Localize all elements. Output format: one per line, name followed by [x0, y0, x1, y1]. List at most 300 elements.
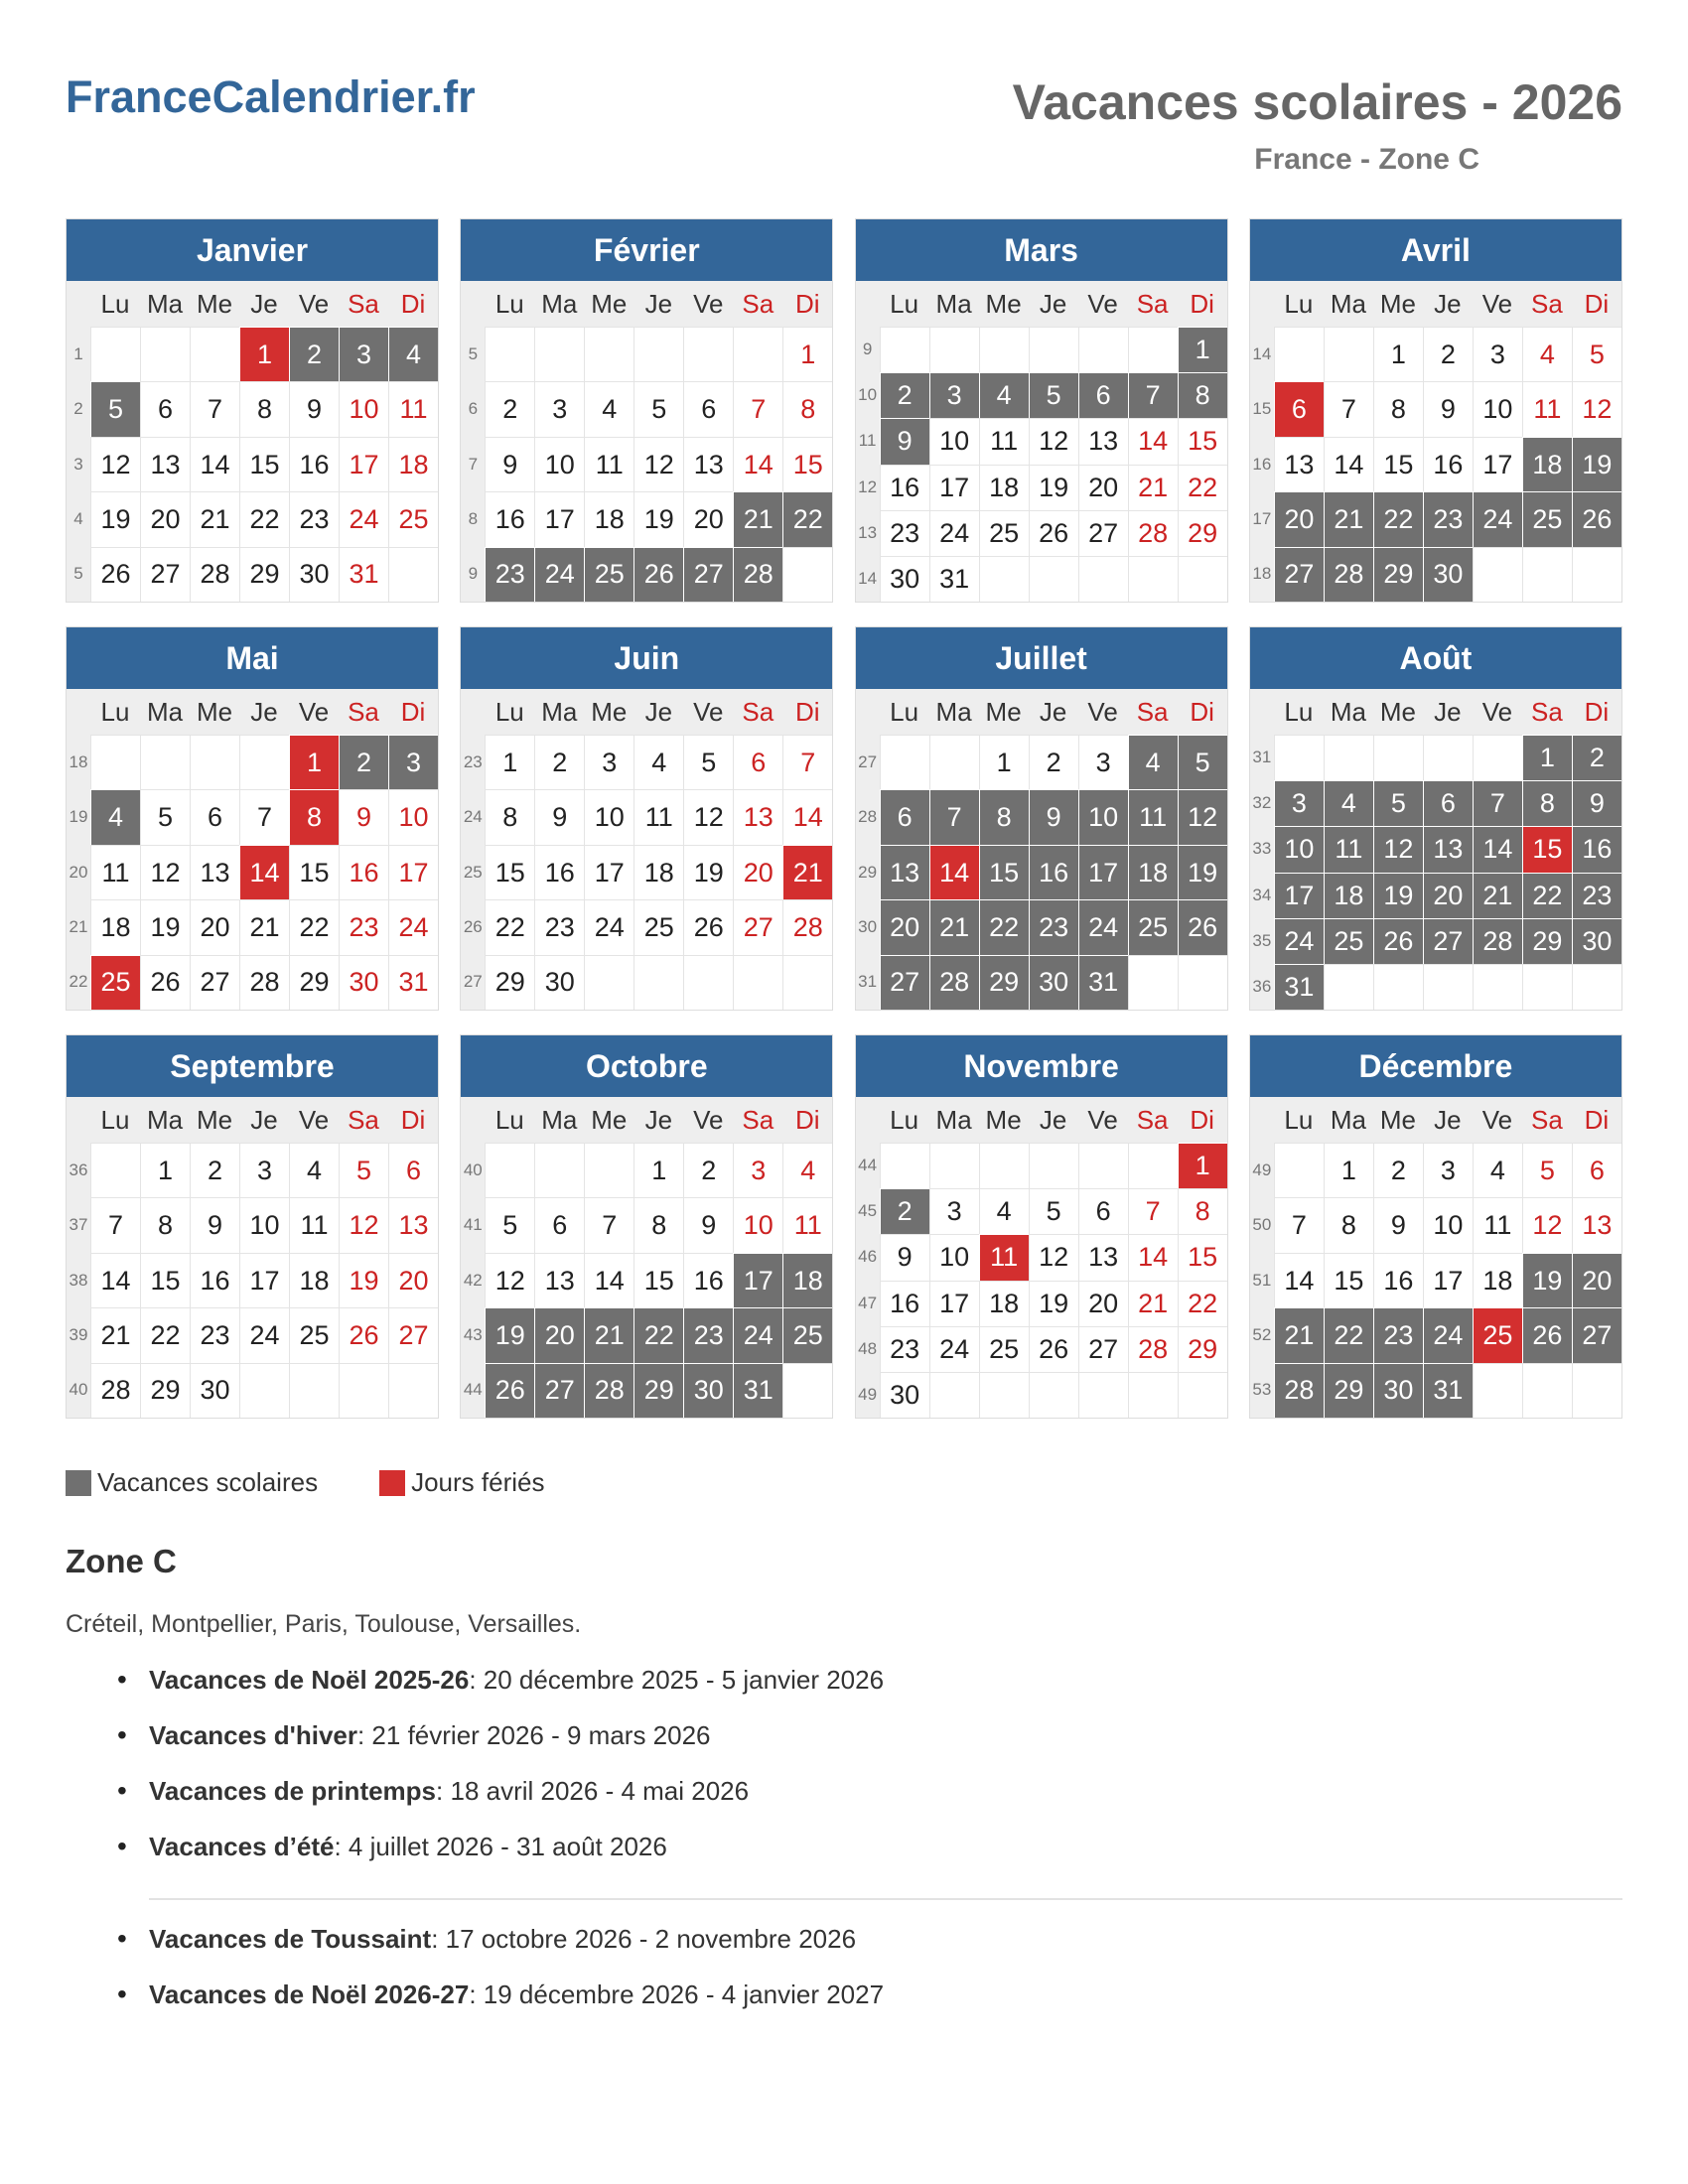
calendar-day[interactable]: 26	[90, 547, 140, 602]
calendar-day[interactable]: 21	[1274, 1307, 1324, 1362]
calendar-day[interactable]: 20	[1274, 491, 1324, 546]
calendar-day[interactable]: 30	[1423, 547, 1473, 602]
calendar-day[interactable]: 18	[1473, 1253, 1522, 1307]
calendar-day[interactable]: 20	[1423, 873, 1473, 918]
calendar-day[interactable]: 26	[1029, 1326, 1078, 1372]
calendar-day[interactable]: 24	[929, 510, 979, 556]
calendar-day[interactable]: 19	[90, 491, 140, 546]
calendar-day[interactable]: 11	[289, 1197, 339, 1252]
calendar-day[interactable]: 23	[880, 1326, 929, 1372]
calendar-day[interactable]: 5	[485, 1197, 534, 1252]
calendar-day[interactable]: 6	[140, 381, 190, 436]
calendar-day[interactable]: 6	[190, 789, 239, 844]
calendar-day[interactable]: 20	[388, 1253, 438, 1307]
calendar-day[interactable]: 22	[782, 491, 832, 546]
calendar-day[interactable]: 20	[140, 491, 190, 546]
calendar-day[interactable]: 11	[979, 418, 1029, 464]
calendar-day[interactable]: 26	[1373, 918, 1423, 964]
calendar-day[interactable]: 22	[633, 1307, 683, 1362]
calendar-day[interactable]: 10	[1473, 381, 1522, 436]
calendar-day[interactable]: 16	[485, 491, 534, 546]
calendar-day[interactable]: 16	[683, 1253, 733, 1307]
calendar-day[interactable]: 17	[1473, 437, 1522, 491]
calendar-day[interactable]: 4	[388, 327, 438, 381]
calendar-day[interactable]: 29	[485, 955, 534, 1010]
calendar-day[interactable]: 12	[140, 845, 190, 899]
calendar-day[interactable]: 10	[733, 1197, 782, 1252]
calendar-day[interactable]: 6	[733, 735, 782, 789]
calendar-day[interactable]: 27	[1078, 1326, 1128, 1372]
calendar-day[interactable]: 25	[979, 1326, 1029, 1372]
calendar-day[interactable]: 27	[1423, 918, 1473, 964]
calendar-day[interactable]: 4	[1522, 327, 1572, 381]
calendar-day[interactable]: 22	[1324, 1307, 1373, 1362]
calendar-day[interactable]: 18	[388, 437, 438, 491]
calendar-day[interactable]: 30	[339, 955, 388, 1010]
calendar-day[interactable]: 7	[733, 381, 782, 436]
calendar-day[interactable]: 21	[733, 491, 782, 546]
calendar-day[interactable]: 25	[1473, 1307, 1522, 1362]
calendar-day[interactable]: 19	[339, 1253, 388, 1307]
calendar-day[interactable]: 2	[339, 735, 388, 789]
calendar-day[interactable]: 10	[584, 789, 633, 844]
calendar-day[interactable]: 1	[1178, 1143, 1227, 1188]
calendar-day[interactable]: 19	[683, 845, 733, 899]
calendar-day[interactable]: 15	[239, 437, 289, 491]
calendar-day[interactable]: 20	[534, 1307, 584, 1362]
calendar-day[interactable]: 1	[1373, 327, 1423, 381]
calendar-day[interactable]: 20	[190, 899, 239, 954]
calendar-day[interactable]: 9	[1373, 1197, 1423, 1252]
calendar-day[interactable]: 2	[289, 327, 339, 381]
calendar-day[interactable]: 10	[929, 1234, 979, 1280]
calendar-day[interactable]: 5	[339, 1143, 388, 1197]
calendar-day[interactable]: 15	[140, 1253, 190, 1307]
calendar-day[interactable]: 27	[1078, 510, 1128, 556]
calendar-day[interactable]: 22	[485, 899, 534, 954]
calendar-day[interactable]: 18	[979, 1281, 1029, 1326]
calendar-day[interactable]: 20	[683, 491, 733, 546]
calendar-day[interactable]: 1	[1178, 327, 1227, 372]
calendar-day[interactable]: 28	[90, 1363, 140, 1418]
calendar-day[interactable]: 24	[239, 1307, 289, 1362]
calendar-day[interactable]: 9	[880, 418, 929, 464]
calendar-day[interactable]: 3	[239, 1143, 289, 1197]
calendar-day[interactable]: 30	[683, 1363, 733, 1418]
calendar-day[interactable]: 15	[979, 845, 1029, 899]
calendar-day[interactable]: 23	[289, 491, 339, 546]
calendar-day[interactable]: 6	[683, 381, 733, 436]
calendar-day[interactable]: 2	[190, 1143, 239, 1197]
calendar-day[interactable]: 7	[1274, 1197, 1324, 1252]
calendar-day[interactable]: 14	[1128, 1234, 1178, 1280]
calendar-day[interactable]: 8	[239, 381, 289, 436]
calendar-day[interactable]: 13	[1078, 1234, 1128, 1280]
calendar-day[interactable]: 31	[1274, 964, 1324, 1010]
calendar-day[interactable]: 27	[534, 1363, 584, 1418]
calendar-day[interactable]: 18	[1128, 845, 1178, 899]
calendar-day[interactable]: 6	[1423, 780, 1473, 826]
calendar-day[interactable]: 9	[683, 1197, 733, 1252]
calendar-day[interactable]: 1	[289, 735, 339, 789]
calendar-day[interactable]: 11	[1473, 1197, 1522, 1252]
calendar-day[interactable]: 26	[633, 547, 683, 602]
calendar-day[interactable]: 5	[683, 735, 733, 789]
calendar-day[interactable]: 14	[929, 845, 979, 899]
calendar-day[interactable]: 15	[782, 437, 832, 491]
calendar-day[interactable]: 28	[1128, 510, 1178, 556]
calendar-day[interactable]: 3	[733, 1143, 782, 1197]
calendar-day[interactable]: 18	[1522, 437, 1572, 491]
calendar-day[interactable]: 9	[190, 1197, 239, 1252]
calendar-day[interactable]: 8	[1178, 372, 1227, 418]
calendar-day[interactable]: 29	[1373, 547, 1423, 602]
site-logo[interactable]: FranceCalendrier.fr	[66, 71, 476, 122]
calendar-day[interactable]: 11	[1522, 381, 1572, 436]
calendar-day[interactable]: 17	[929, 465, 979, 510]
calendar-day[interactable]: 7	[584, 1197, 633, 1252]
calendar-day[interactable]: 25	[1128, 899, 1178, 954]
calendar-day[interactable]: 24	[388, 899, 438, 954]
calendar-day[interactable]: 6	[1572, 1143, 1621, 1197]
calendar-day[interactable]: 11	[1128, 789, 1178, 844]
calendar-day[interactable]: 30	[880, 556, 929, 602]
calendar-day[interactable]: 6	[1078, 1188, 1128, 1234]
calendar-day[interactable]: 4	[1128, 735, 1178, 789]
calendar-day[interactable]: 3	[1078, 735, 1128, 789]
calendar-day[interactable]: 26	[1029, 510, 1078, 556]
calendar-day[interactable]: 20	[733, 845, 782, 899]
calendar-day[interactable]: 29	[633, 1363, 683, 1418]
calendar-day[interactable]: 22	[1178, 1281, 1227, 1326]
calendar-day[interactable]: 14	[1473, 826, 1522, 872]
calendar-day[interactable]: 16	[880, 465, 929, 510]
calendar-day[interactable]: 17	[584, 845, 633, 899]
calendar-day[interactable]: 25	[388, 491, 438, 546]
calendar-day[interactable]: 18	[584, 491, 633, 546]
calendar-day[interactable]: 10	[1423, 1197, 1473, 1252]
calendar-day[interactable]: 14	[1324, 437, 1373, 491]
calendar-day[interactable]: 6	[880, 789, 929, 844]
calendar-day[interactable]: 19	[1522, 1253, 1572, 1307]
calendar-day[interactable]: 11	[584, 437, 633, 491]
calendar-day[interactable]: 12	[90, 437, 140, 491]
calendar-day[interactable]: 19	[1029, 1281, 1078, 1326]
calendar-day[interactable]: 13	[1423, 826, 1473, 872]
calendar-day[interactable]: 31	[929, 556, 979, 602]
calendar-day[interactable]: 26	[1522, 1307, 1572, 1362]
calendar-day[interactable]: 2	[880, 1188, 929, 1234]
calendar-day[interactable]: 9	[1572, 780, 1621, 826]
calendar-day[interactable]: 2	[485, 381, 534, 436]
calendar-day[interactable]: 23	[1572, 873, 1621, 918]
calendar-day[interactable]: 21	[239, 899, 289, 954]
calendar-day[interactable]: 9	[1029, 789, 1078, 844]
calendar-day[interactable]: 13	[1274, 437, 1324, 491]
calendar-day[interactable]: 17	[239, 1253, 289, 1307]
calendar-day[interactable]: 11	[388, 381, 438, 436]
calendar-day[interactable]: 14	[239, 845, 289, 899]
calendar-day[interactable]: 23	[190, 1307, 239, 1362]
calendar-day[interactable]: 2	[534, 735, 584, 789]
calendar-day[interactable]: 16	[880, 1281, 929, 1326]
calendar-day[interactable]: 11	[633, 789, 683, 844]
calendar-day[interactable]: 22	[289, 899, 339, 954]
calendar-day[interactable]: 17	[534, 491, 584, 546]
calendar-day[interactable]: 26	[1572, 491, 1621, 546]
calendar-day[interactable]: 3	[388, 735, 438, 789]
calendar-day[interactable]: 5	[1373, 780, 1423, 826]
calendar-day[interactable]: 3	[929, 1188, 979, 1234]
calendar-day[interactable]: 12	[1029, 1234, 1078, 1280]
calendar-day[interactable]: 16	[289, 437, 339, 491]
calendar-day[interactable]: 29	[289, 955, 339, 1010]
calendar-day[interactable]: 13	[733, 789, 782, 844]
calendar-day[interactable]: 4	[633, 735, 683, 789]
calendar-day[interactable]: 2	[1029, 735, 1078, 789]
calendar-day[interactable]: 29	[239, 547, 289, 602]
calendar-day[interactable]: 27	[683, 547, 733, 602]
calendar-day[interactable]: 12	[633, 437, 683, 491]
calendar-day[interactable]: 4	[90, 789, 140, 844]
calendar-day[interactable]: 3	[584, 735, 633, 789]
calendar-day[interactable]: 21	[1473, 873, 1522, 918]
calendar-day[interactable]: 3	[339, 327, 388, 381]
calendar-day[interactable]: 25	[979, 510, 1029, 556]
calendar-day[interactable]: 16	[1029, 845, 1078, 899]
calendar-day[interactable]: 2	[1373, 1143, 1423, 1197]
calendar-day[interactable]: 19	[1572, 437, 1621, 491]
calendar-day[interactable]: 16	[534, 845, 584, 899]
calendar-day[interactable]: 11	[90, 845, 140, 899]
calendar-day[interactable]: 8	[1522, 780, 1572, 826]
calendar-day[interactable]: 25	[289, 1307, 339, 1362]
calendar-day[interactable]: 5	[140, 789, 190, 844]
calendar-day[interactable]: 20	[1572, 1253, 1621, 1307]
calendar-day[interactable]: 24	[534, 547, 584, 602]
calendar-day[interactable]: 20	[1078, 1281, 1128, 1326]
calendar-day[interactable]: 4	[1324, 780, 1373, 826]
calendar-day[interactable]: 25	[782, 1307, 832, 1362]
calendar-day[interactable]: 12	[1572, 381, 1621, 436]
calendar-day[interactable]: 12	[339, 1197, 388, 1252]
calendar-day[interactable]: 6	[388, 1143, 438, 1197]
calendar-day[interactable]: 7	[929, 789, 979, 844]
calendar-day[interactable]: 13	[683, 437, 733, 491]
calendar-day[interactable]: 27	[190, 955, 239, 1010]
calendar-day[interactable]: 15	[485, 845, 534, 899]
calendar-day[interactable]: 9	[1423, 381, 1473, 436]
calendar-day[interactable]: 22	[979, 899, 1029, 954]
calendar-day[interactable]: 27	[1274, 547, 1324, 602]
calendar-day[interactable]: 10	[1078, 789, 1128, 844]
calendar-day[interactable]: 14	[1128, 418, 1178, 464]
calendar-day[interactable]: 29	[1178, 510, 1227, 556]
calendar-day[interactable]: 31	[1423, 1363, 1473, 1418]
calendar-day[interactable]: 2	[1572, 735, 1621, 780]
calendar-day[interactable]: 12	[683, 789, 733, 844]
calendar-day[interactable]: 19	[633, 491, 683, 546]
calendar-day[interactable]: 15	[289, 845, 339, 899]
calendar-day[interactable]: 29	[979, 955, 1029, 1010]
calendar-day[interactable]: 1	[1324, 1143, 1373, 1197]
calendar-day[interactable]: 29	[1324, 1363, 1373, 1418]
calendar-day[interactable]: 25	[584, 547, 633, 602]
calendar-day[interactable]: 5	[1522, 1143, 1572, 1197]
calendar-day[interactable]: 4	[289, 1143, 339, 1197]
calendar-day[interactable]: 1	[140, 1143, 190, 1197]
calendar-day[interactable]: 10	[239, 1197, 289, 1252]
calendar-day[interactable]: 22	[1373, 491, 1423, 546]
calendar-day[interactable]: 14	[90, 1253, 140, 1307]
calendar-day[interactable]: 24	[1274, 918, 1324, 964]
calendar-day[interactable]: 15	[633, 1253, 683, 1307]
calendar-day[interactable]: 9	[485, 437, 534, 491]
calendar-day[interactable]: 21	[190, 491, 239, 546]
calendar-day[interactable]: 5	[1572, 327, 1621, 381]
calendar-day[interactable]: 10	[388, 789, 438, 844]
calendar-day[interactable]: 27	[388, 1307, 438, 1362]
calendar-day[interactable]: 15	[1178, 418, 1227, 464]
calendar-day[interactable]: 23	[683, 1307, 733, 1362]
calendar-day[interactable]: 30	[1572, 918, 1621, 964]
calendar-day[interactable]: 28	[239, 955, 289, 1010]
calendar-day[interactable]: 5	[1029, 1188, 1078, 1234]
calendar-day[interactable]: 22	[239, 491, 289, 546]
calendar-day[interactable]: 14	[782, 789, 832, 844]
calendar-day[interactable]: 7	[782, 735, 832, 789]
calendar-day[interactable]: 29	[1522, 918, 1572, 964]
calendar-day[interactable]: 6	[534, 1197, 584, 1252]
calendar-day[interactable]: 29	[140, 1363, 190, 1418]
calendar-day[interactable]: 28	[733, 547, 782, 602]
calendar-day[interactable]: 23	[485, 547, 534, 602]
calendar-day[interactable]: 13	[388, 1197, 438, 1252]
calendar-day[interactable]: 26	[339, 1307, 388, 1362]
calendar-day[interactable]: 13	[1572, 1197, 1621, 1252]
calendar-day[interactable]: 10	[1274, 826, 1324, 872]
calendar-day[interactable]: 15	[1178, 1234, 1227, 1280]
calendar-day[interactable]: 28	[190, 547, 239, 602]
calendar-day[interactable]: 26	[485, 1363, 534, 1418]
calendar-day[interactable]: 5	[1178, 735, 1227, 789]
calendar-day[interactable]: 9	[880, 1234, 929, 1280]
calendar-day[interactable]: 5	[90, 381, 140, 436]
calendar-day[interactable]: 3	[1274, 780, 1324, 826]
calendar-day[interactable]: 30	[1373, 1363, 1423, 1418]
calendar-day[interactable]: 18	[979, 465, 1029, 510]
calendar-day[interactable]: 21	[90, 1307, 140, 1362]
calendar-day[interactable]: 3	[1473, 327, 1522, 381]
calendar-day[interactable]: 7	[1473, 780, 1522, 826]
calendar-day[interactable]: 25	[1522, 491, 1572, 546]
calendar-day[interactable]: 24	[339, 491, 388, 546]
calendar-day[interactable]: 21	[584, 1307, 633, 1362]
calendar-day[interactable]: 8	[140, 1197, 190, 1252]
calendar-day[interactable]: 2	[1423, 327, 1473, 381]
calendar-day[interactable]: 17	[339, 437, 388, 491]
calendar-day[interactable]: 8	[979, 789, 1029, 844]
calendar-day[interactable]: 30	[1029, 955, 1078, 1010]
calendar-day[interactable]: 16	[339, 845, 388, 899]
calendar-day[interactable]: 12	[1029, 418, 1078, 464]
calendar-day[interactable]: 21	[782, 845, 832, 899]
calendar-day[interactable]: 3	[534, 381, 584, 436]
calendar-day[interactable]: 9	[534, 789, 584, 844]
calendar-day[interactable]: 27	[880, 955, 929, 1010]
calendar-day[interactable]: 17	[388, 845, 438, 899]
calendar-day[interactable]: 18	[782, 1253, 832, 1307]
calendar-day[interactable]: 30	[880, 1372, 929, 1418]
calendar-day[interactable]: 13	[880, 845, 929, 899]
calendar-day[interactable]: 4	[1473, 1143, 1522, 1197]
calendar-day[interactable]: 4	[782, 1143, 832, 1197]
calendar-day[interactable]: 14	[1274, 1253, 1324, 1307]
calendar-day[interactable]: 24	[1078, 899, 1128, 954]
calendar-day[interactable]: 16	[190, 1253, 239, 1307]
calendar-day[interactable]: 7	[239, 789, 289, 844]
calendar-day[interactable]: 24	[1423, 1307, 1473, 1362]
calendar-day[interactable]: 28	[1473, 918, 1522, 964]
calendar-day[interactable]: 17	[929, 1281, 979, 1326]
calendar-day[interactable]: 25	[1324, 918, 1373, 964]
calendar-day[interactable]: 10	[339, 381, 388, 436]
calendar-day[interactable]: 21	[929, 899, 979, 954]
calendar-day[interactable]: 26	[1178, 899, 1227, 954]
calendar-day[interactable]: 22	[1522, 873, 1572, 918]
calendar-day[interactable]: 24	[1473, 491, 1522, 546]
calendar-day[interactable]: 19	[140, 899, 190, 954]
calendar-day[interactable]: 9	[339, 789, 388, 844]
calendar-day[interactable]: 30	[289, 547, 339, 602]
calendar-day[interactable]: 7	[90, 1197, 140, 1252]
calendar-day[interactable]: 24	[733, 1307, 782, 1362]
calendar-day[interactable]: 22	[1178, 465, 1227, 510]
calendar-day[interactable]: 26	[683, 899, 733, 954]
calendar-day[interactable]: 24	[584, 899, 633, 954]
calendar-day[interactable]: 18	[1324, 873, 1373, 918]
calendar-day[interactable]: 21	[1128, 465, 1178, 510]
calendar-day[interactable]: 25	[633, 899, 683, 954]
calendar-day[interactable]: 8	[633, 1197, 683, 1252]
calendar-day[interactable]: 29	[1178, 1326, 1227, 1372]
calendar-day[interactable]: 15	[1522, 826, 1572, 872]
calendar-day[interactable]: 12	[1522, 1197, 1572, 1252]
calendar-day[interactable]: 4	[979, 372, 1029, 418]
calendar-day[interactable]: 1	[979, 735, 1029, 789]
calendar-day[interactable]: 31	[388, 955, 438, 1010]
calendar-day[interactable]: 31	[1078, 955, 1128, 1010]
calendar-day[interactable]: 13	[534, 1253, 584, 1307]
calendar-day[interactable]: 9	[289, 381, 339, 436]
calendar-day[interactable]: 28	[1128, 1326, 1178, 1372]
calendar-day[interactable]: 10	[929, 418, 979, 464]
calendar-day[interactable]: 11	[979, 1234, 1029, 1280]
calendar-day[interactable]: 26	[140, 955, 190, 1010]
calendar-day[interactable]: 23	[880, 510, 929, 556]
calendar-day[interactable]: 17	[1274, 873, 1324, 918]
calendar-day[interactable]: 27	[1572, 1307, 1621, 1362]
calendar-day[interactable]: 20	[1078, 465, 1128, 510]
calendar-day[interactable]: 8	[289, 789, 339, 844]
calendar-day[interactable]: 6	[1274, 381, 1324, 436]
calendar-day[interactable]: 21	[1128, 1281, 1178, 1326]
calendar-day[interactable]: 24	[929, 1326, 979, 1372]
calendar-day[interactable]: 23	[1423, 491, 1473, 546]
calendar-day[interactable]: 23	[339, 899, 388, 954]
calendar-day[interactable]: 5	[633, 381, 683, 436]
calendar-day[interactable]: 28	[1324, 547, 1373, 602]
